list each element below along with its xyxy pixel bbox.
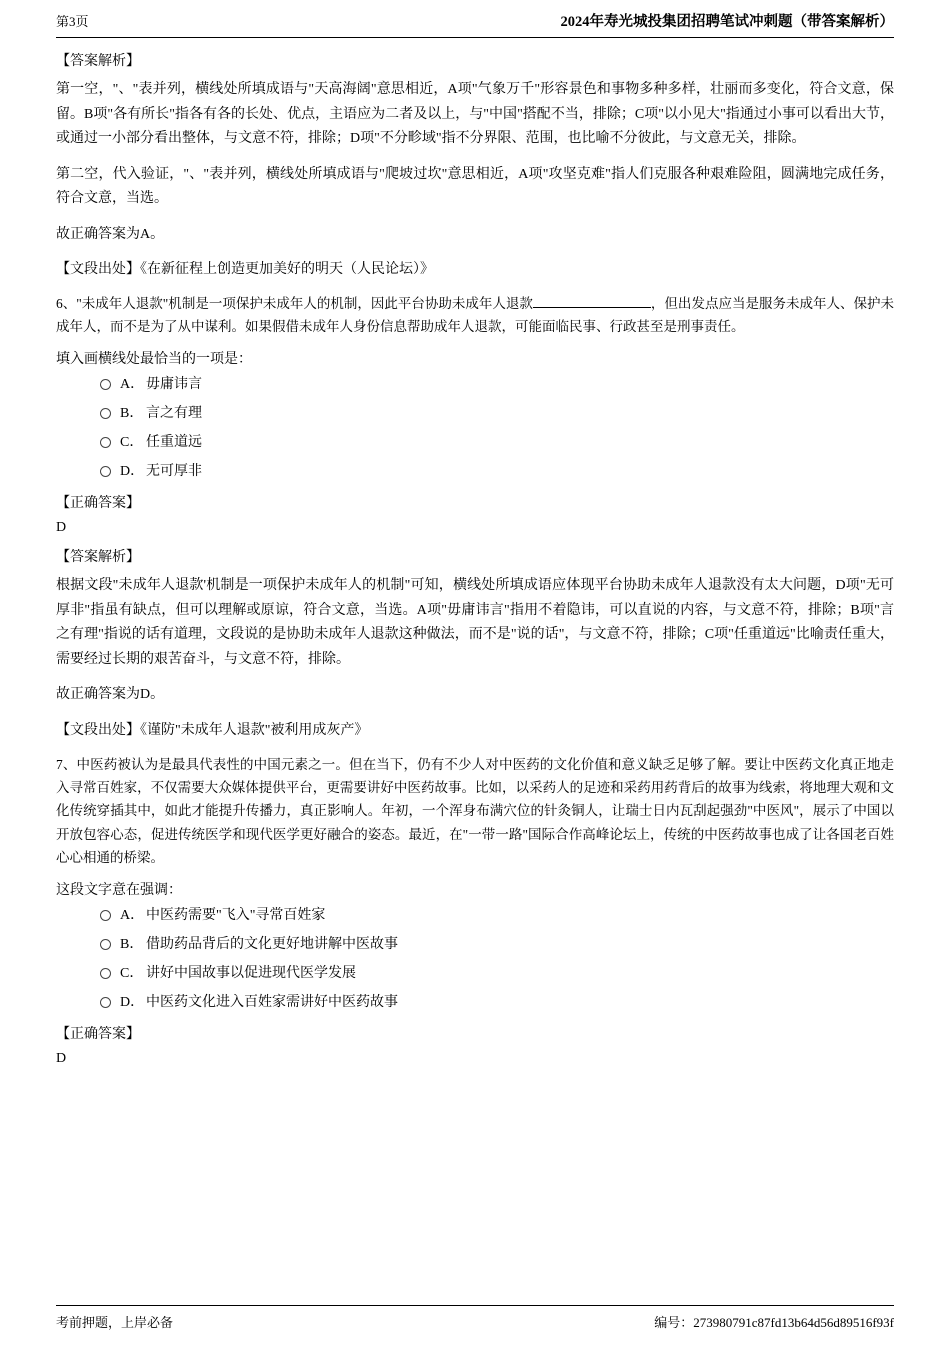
answer-analysis-label-5: 【答案解析】 <box>56 54 140 69</box>
question-7 <box>56 753 894 1067</box>
option-text: 毋庸讳言 <box>146 377 202 393</box>
page-footer <box>0 1305 950 1345</box>
question-6-analysis-conclusion: 故正确答案为D。 <box>56 687 165 703</box>
question-6-answer-label: 【正确答案】 <box>56 496 140 512</box>
question-6-source-label: 【文段出处】《谨防"未成年人退款"被利用成灰产》 <box>56 722 369 738</box>
footer-slogan: 考前押题，上岸必备 <box>56 1315 174 1330</box>
option-letter: A． <box>120 377 145 393</box>
radio-icon[interactable] <box>100 997 111 1008</box>
option-letter: D． <box>120 464 145 480</box>
question-6-stem-after: ，但出发点应当是服务未成年人、保护未成年人，而不是为了从中谋利。如果假借未成年人身份信息帮助成年人退款，可能面临民事、行政甚至是刑事责任。 <box>56 296 894 335</box>
option-letter: C． <box>120 435 144 451</box>
radio-icon[interactable] <box>100 437 111 448</box>
option-b[interactable] <box>56 934 894 955</box>
question-6-stem <box>56 292 894 338</box>
footer-row <box>0 1312 950 1345</box>
option-c[interactable] <box>56 432 894 453</box>
document-title: 2024年寿光城投集团招聘笔试冲刺题（带答案解析） <box>560 14 894 30</box>
question-7-stem: 7、中医药被认为是最具代表性的中国元素之一。但在当下，仍有不少人对中医药的文化价值和意义缺乏足够了解。要让中医药文化真正地走入寻常百姓家，不仅需要大众媒体提供平台，更需要讲好中医药故事。比如，以采药人的足迹和采药用药背后的故事为线索，将地理大观和文化传统穿插其中，如此才能提升传播力，真正影响人。年初，一个浑身布满穴位的针灸铜人，让瑞士日内瓦刮起强劲"中医风"，展示了中国以开放包容心态，促进传统医学和现代医学更好融合的姿态。最近，在"一带一路"国际合作高峰论坛上，传统的中医药故事也成了让各国老百姓心心相通的桥梁。 <box>56 756 894 865</box>
option-text: 言之有理 <box>146 406 202 422</box>
header-divider <box>56 37 894 38</box>
option-a[interactable] <box>56 374 894 395</box>
analysis-conclusion-1: 故正确答案为A。 <box>56 226 165 242</box>
option-text: 讲好中国故事以促进现代医学发展 <box>146 966 356 982</box>
answer-blank <box>533 307 651 308</box>
question-6-prompt: 填入画横线处最恰当的一项是： <box>56 352 252 368</box>
analysis-para-1: 第一空，"、"表并列，横线处所填成语与"天高海阔"意思相近，A项"气象万千"形容景色和事物多种多样，壮丽而多变化，符合文意，保留。B项"各有所长"指各有各的长处、优点，主语应为二者及以上，与"中国"搭配不当，排除；C项"以小见大"指通过小事可以看出大节，或通过一小部分看出整体，与文意不符，排除；D项"不分畛域"指不分界限、范围，也比喻不分彼此，与文意无关，排除。 <box>56 82 894 146</box>
page-header <box>0 0 950 31</box>
source-label-5: 【文段出处】《在新征程上创造更加美好的明天（人民论坛）》 <box>56 262 434 277</box>
radio-icon[interactable] <box>100 910 111 921</box>
option-letter: A． <box>120 908 145 924</box>
question-7-options <box>56 905 894 1013</box>
option-d[interactable] <box>56 461 894 482</box>
radio-icon[interactable] <box>100 939 111 950</box>
question-7-answer-value: D <box>56 1051 67 1067</box>
option-letter: B． <box>120 937 144 953</box>
question-6 <box>56 292 894 739</box>
option-text: 任重道远 <box>146 435 202 451</box>
radio-icon[interactable] <box>100 466 111 477</box>
option-d[interactable] <box>56 992 894 1013</box>
question-6-answer-value: D <box>56 520 67 536</box>
radio-icon[interactable] <box>100 968 111 979</box>
option-letter: D． <box>120 995 145 1011</box>
option-letter: B． <box>120 406 144 422</box>
analysis-para-2: 第二空，代入验证，"、"表并列，横线处所填成语与"爬坡过坎"意思相近，A项"攻坚克难"指人们克服各种艰难险阻，圆满地完成任务，符合文意，当选。 <box>56 166 894 206</box>
question-7-prompt: 这段文字意在强调： <box>56 883 182 899</box>
page-number-label: 第3页 <box>56 14 89 29</box>
radio-icon[interactable] <box>100 408 111 419</box>
document-content <box>0 50 950 1067</box>
radio-icon[interactable] <box>100 379 111 390</box>
option-text: 借助药品背后的文化更好地讲解中医故事 <box>146 937 398 953</box>
question-6-analysis-para-1: 根据文段"未成年人退款'机制是一项保护未成年人的机制"可知，横线处所填成语应体现平台协助未成年人退款没有太大问题，D项"无可厚非"指虽有缺点，但可以理解或原谅，符合文意，当选。A项"毋庸讳言"指用不着隐讳，可以直说的内容，与文意不符，排除；B项"言之有理"指说的话有道理，文段说的是协助未成年人退款这种做法，而不是"说的话"，与文意不符，排除；C项"任重道远"比喻责任重大，需要经过长期的艰苦奋斗，与文意不符，排除。 <box>56 578 894 667</box>
footer-code-label: 编号： <box>654 1315 694 1330</box>
option-text: 中医药文化进入百姓家需讲好中医药故事 <box>146 995 398 1011</box>
footer-code <box>654 1312 894 1331</box>
option-text: 中医药需要"飞入"寻常百姓家 <box>146 908 326 924</box>
option-b[interactable] <box>56 403 894 424</box>
question-6-analysis-label: 【答案解析】 <box>56 550 140 566</box>
question-7-answer-label: 【正确答案】 <box>56 1027 140 1043</box>
question-6-options <box>56 374 894 482</box>
option-a[interactable] <box>56 905 894 926</box>
option-c[interactable] <box>56 963 894 984</box>
option-text: 无可厚非 <box>146 464 202 480</box>
question-6-stem-before: 6、"未成年人退款"机制是一项保护未成年人的机制，因此平台协助未成年人退款 <box>56 296 533 311</box>
footer-divider <box>56 1305 894 1306</box>
option-letter: C． <box>120 966 144 982</box>
footer-code-value: 273980791c87fd13b64d56d89516f93f <box>693 1315 894 1330</box>
